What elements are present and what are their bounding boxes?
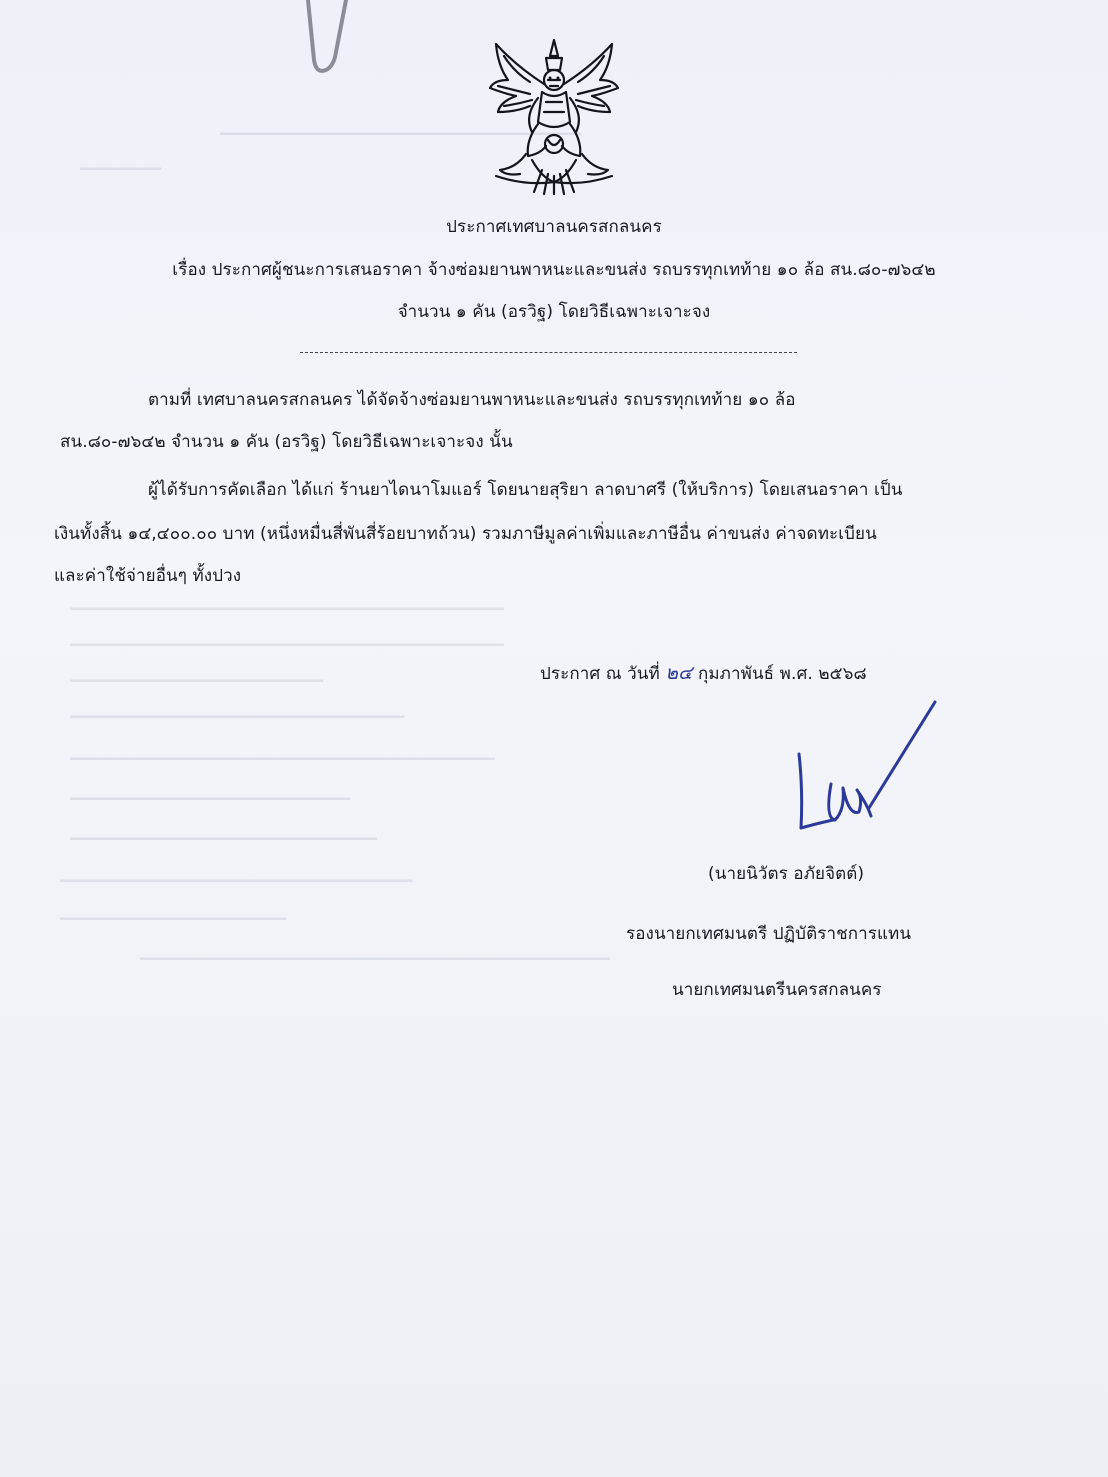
signatory-position-1: รองนายกเทศมนตรี ปฏิบัติราชการแทน [626,924,912,944]
subject-line-1: เรื่อง ประกาศผู้ชนะการเสนอราคา จ้างซ่อมยานพาหนะและขนส่ง รถบรรทุกเทท้าย ๑๐ ล้อ สน.๘๐-๗๖๔๒ [172,260,936,280]
subject-line-2: จำนวน ๑ คัน (อรวิฐ) โดยวิธีเฉพาะเจาะจง [397,302,711,322]
paragraph-1-line-1: ตามที่ เทศบาลนครสกลนคร ได้จัดจ้างซ่อมยานพาหนะและขนส่ง รถบรรทุกเทท้าย ๑๐ ล้อ [148,390,796,410]
date-prefix: ประกาศ ณ วันที่ [540,664,660,684]
signatory-name: (นายนิวัตร อภัยจิตต์) [708,864,865,884]
bleed-through-text: ━━━━━━━━━ [80,160,162,178]
bleed-through-text: ━━━━━━━━━━━━━━━━━━━━━━━━━━━━━━━ [70,790,350,808]
bleed-through-text: ━━━━━━━━━━━━━━━━━━━━━━━━━━━━━━━━━━━━━━━━━━━━━━━━ [70,600,504,618]
paragraph-2-line-1: ผู้ได้รับการคัดเลือก ได้แก่ ร้านยาไดนาโมแอร์ โดยนายสุริยา ลาดบาศรี (ให้บริการ) โดยเสนอราคา เป็น [148,480,903,500]
bleed-through-text: ━━━━━━━━━━━━━━━━━━━━━━━━━━━━━━━━━━━━━━━━━━━━━━━━ [70,636,504,654]
bleed-through-text: ━━━━━━━━━━━━━━━━━━━━━━━━━━━━ [70,672,323,690]
bleed-through-text: ━━━━━━━━━━━━━━━━━━━━━━━━━━━━━━━━━━━━━━━ [60,872,413,890]
announcement-date [540,658,867,688]
handwritten-signature [785,700,945,840]
separator-line [300,352,797,353]
garuda-emblem-icon [486,36,622,196]
announcement-title: ประกาศเทศบาลนครสกลนคร [446,217,662,237]
bleed-through-text: ━━━━━━━━━━━━━━━━━━━━━━━━━━━━━━━━━━━━━━━━ [220,125,582,143]
paragraph-2-line-2: เงินทั้งสิ้น ๑๔,๔๐๐.๐๐ บาท (หนึ่งหมื่นสี่พันสี่ร้อยบาทถ้วน) รวมภาษีมูลค่าเพิ่มและภาษีอื่น ค่าขนส่ง ค่าจดทะเบียน [54,524,877,544]
bleed-through-text: ━━━━━━━━━━━━━━━━━━━━━━━━━━━━━━━━━━━━━━━━━━━━━━━ [70,750,495,768]
signatory-position-2: นายกเทศมนตรีนครสกลนคร [672,980,882,1000]
paragraph-1-line-2: สน.๘๐-๗๖๔๒ จำนวน ๑ คัน (อรวิฐ) โดยวิธีเฉพาะเจาะจง นั้น [60,432,513,452]
paper-clip-icon [290,0,370,80]
bleed-through-text: ━━━━━━━━━━━━━━━━━━━━━━━━━━━━━━━━━━━━━ [70,708,405,726]
paragraph-2-line-3: และค่าใช้จ่ายอื่นๆ ทั้งปวง [54,566,242,586]
bleed-through-text: ━━━━━━━━━━━━━━━━━━━━━━━━━ [60,910,286,928]
date-month-year: กุมภาพันธ์ พ.ศ. ๒๕๖๘ [697,664,867,684]
date-day-handwritten: ๒๔ [665,662,693,684]
bleed-through-text: ━━━━━━━━━━━━━━━━━━━━━━━━━━━━━━━━━━━━━━━━━━━━━━━━━━━━ [140,950,610,968]
bleed-through-text: ━━━━━━━━━━━━━━━━━━━━━━━━━━━━━━━━━━ [70,830,378,848]
